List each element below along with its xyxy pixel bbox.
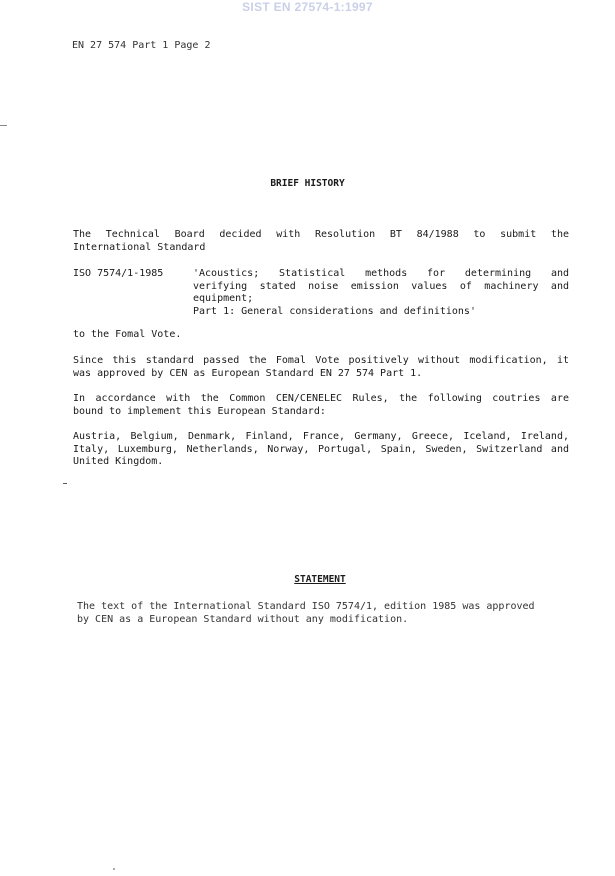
approval-paragraph xyxy=(73,355,569,380)
accordance-paragraph xyxy=(73,393,569,418)
iso-code: ISO 7574/1-1985 xyxy=(73,268,164,279)
accordance-line: bound to implement this European Standard: xyxy=(73,405,326,417)
statement-line: The text of the International Standard ISO 7574/1, edition 1985 was approved xyxy=(77,601,535,612)
iso-title xyxy=(193,268,569,318)
margin-mark xyxy=(113,868,115,870)
intro-line: The Technical Board decided with Resolution BT 84/1988 to submit the xyxy=(73,229,569,240)
margin-mark xyxy=(0,125,7,126)
margin-mark xyxy=(63,483,67,484)
statement-line: by CEN as a European Standard without any modification. xyxy=(77,614,409,625)
countries-line: United Kingdom. xyxy=(73,456,164,468)
page-header: EN 27 574 Part 1 Page 2 xyxy=(72,40,211,51)
formal-vote-paragraph: to the Fomal Vote. xyxy=(73,329,182,340)
brief-history-heading: BRIEF HISTORY xyxy=(270,178,345,189)
approval-line: was approved by CEN as European Standard EN 27 574 Part 1. xyxy=(73,367,423,379)
intro-line: International Standard xyxy=(73,241,206,253)
iso-title-line: verifying stated noise emission values of machinery and xyxy=(193,280,569,292)
countries-line: Austria, Belgium, Denmark, Finland, France, Germany, Greece, Iceland, Ireland, xyxy=(73,431,569,442)
statement-heading: STATEMENT xyxy=(294,574,346,585)
countries-line: Italy, Luxemburg, Netherlands, Norway, Portugal, Spain, Sweden, Switzerland and xyxy=(73,443,569,455)
approval-line: Since this standard passed the Fomal Vote positively without modification, it xyxy=(73,355,569,366)
statement-paragraph xyxy=(77,600,577,626)
iso-title-line: Part 1: General considerations and definitions' xyxy=(193,305,476,317)
accordance-line: In accordance with the Common CEN/CENELEC Rules, the following coutries are xyxy=(73,393,569,404)
watermark: SIST EN 27574-1:1997 xyxy=(242,0,373,14)
iso-title-line: equipment; xyxy=(193,293,254,305)
iso-title-line: 'Acoustics; Statistical methods for determining and xyxy=(193,268,569,279)
intro-paragraph xyxy=(73,229,569,254)
countries-paragraph xyxy=(73,431,569,469)
